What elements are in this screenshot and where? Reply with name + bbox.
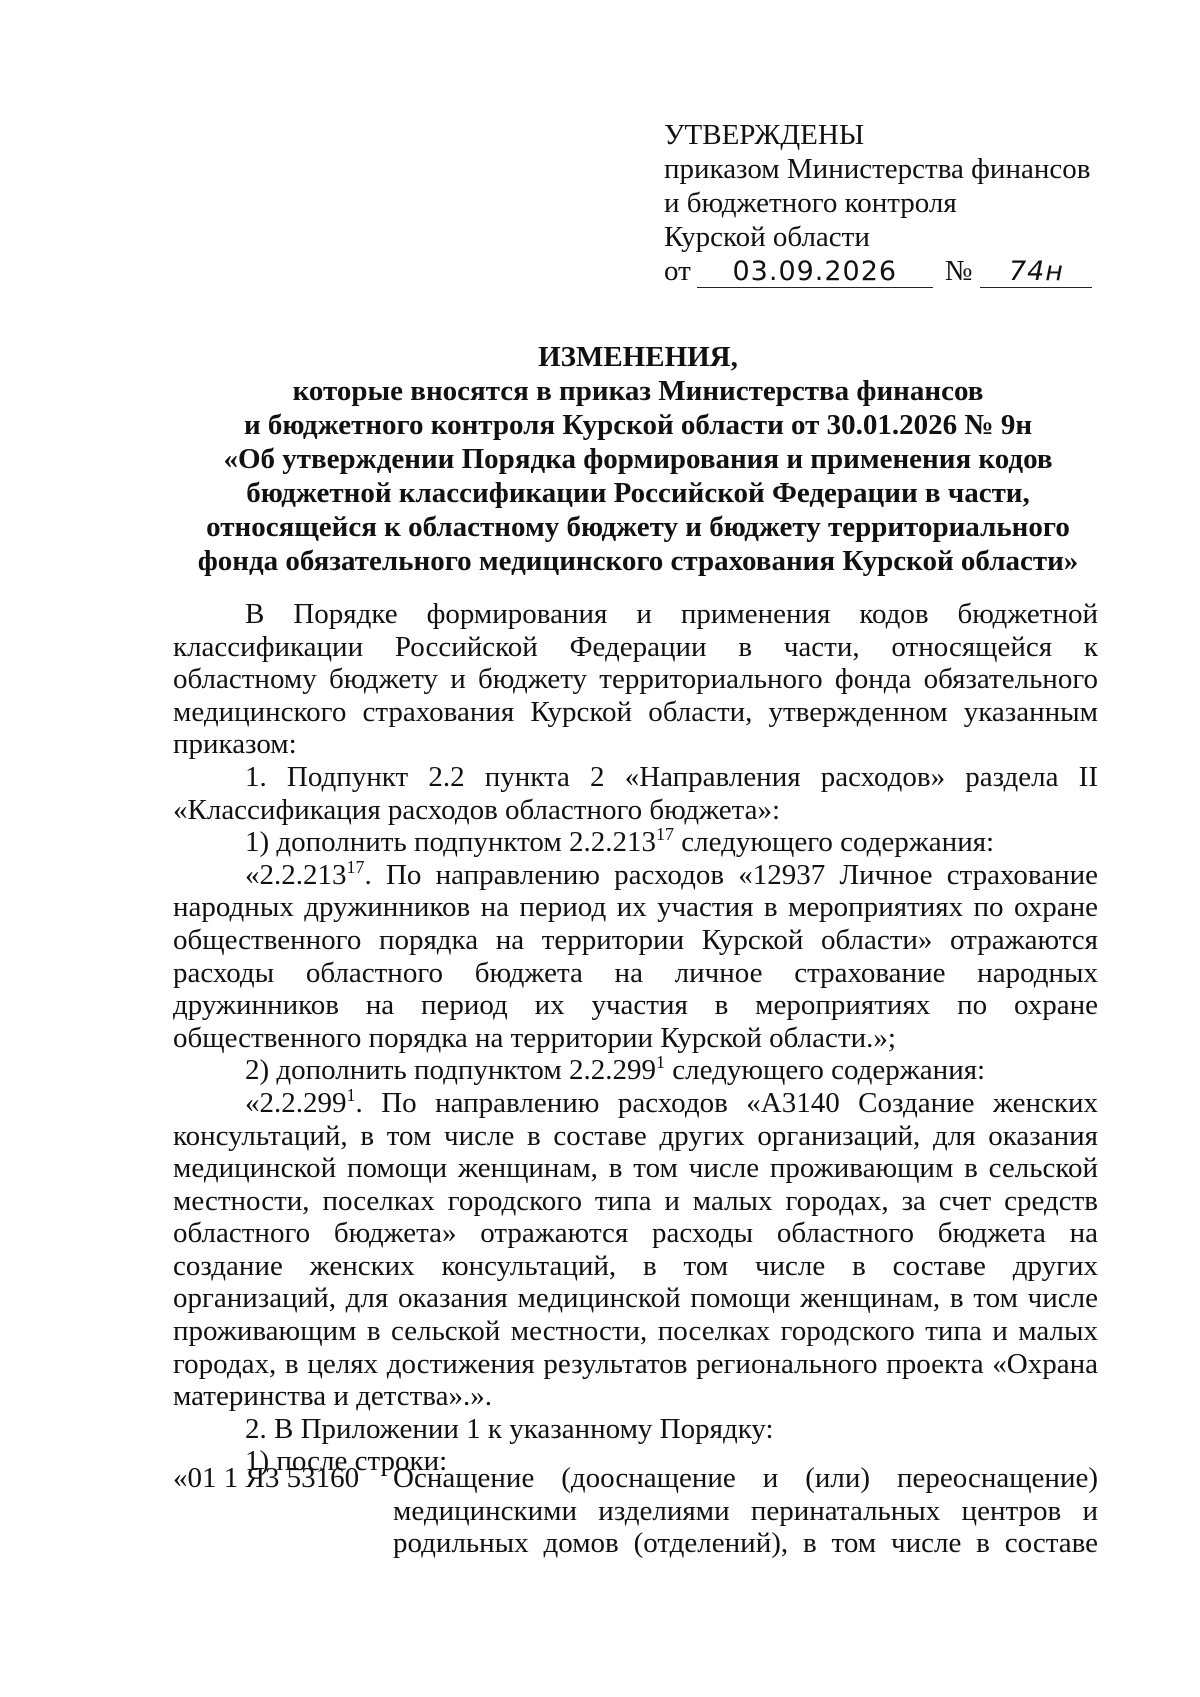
title-line-3: и бюджетного контроля Курской области от 30.01.2026 № 9н [243, 409, 1033, 441]
approval-stamp-block [664, 118, 1104, 288]
quote-1-paragraph: «2.2.213$^{17}$. По направлению расходов «12937 Личное страхование народных дружинников на период их участия в мероприятиях по охране общественного порядка на территории Курской области» отражаются расходы областного бюджета на личное страхование народных дружинников на период их участия в мероприятиях по охране общественного порядка на территории Курской области.»; [173, 856, 1098, 1054]
approval-date-number-line [664, 254, 1104, 288]
budget-code: «01 1 Я3 53160 [173, 1462, 360, 1494]
document-title [176, 340, 1100, 578]
title-line-4: «Об утверждении Порядка формирования и применения кодов [223, 443, 1053, 475]
approval-line-control: и бюджетного контроля [664, 187, 957, 219]
subitem-1-paragraph: 1) дополнить подпунктом 2.2.213$^{17}$ следующего содержания: [245, 824, 995, 859]
title-line-5: бюджетной классификации Российской Федерации в части, [246, 477, 1030, 509]
item-2-subitem-1-paragraph: 1) после строки: [245, 1445, 448, 1478]
item-2-paragraph: 2. В Приложении 1 к указанному Порядку: [245, 1412, 774, 1445]
title-line-7: фонда обязательного медицинского страхования Курской области» [197, 545, 1079, 577]
approval-line-region: Курской области [664, 221, 870, 253]
title-line-2: которые вносятся в приказ Министерства финансов [292, 375, 984, 407]
title-line-6: относящейся к областному бюджету и бюджету территориального [206, 511, 1070, 543]
title-line-1: ИЗМЕНЕНИЯ, [538, 341, 738, 373]
handwritten-date: 03.09.2026 [697, 257, 933, 288]
approval-heading: УТВЕРЖДЕНЫ [664, 119, 865, 151]
number-label: № [944, 255, 973, 287]
intro-paragraph: В Порядке формирования и применения кодов бюджетной классификации Российской Федерации в части, относящейся к областному бюджету и бюджету территориального фонда обязательного медицинского страхования Курской области, утвержденном указанным приказом: [173, 598, 1098, 761]
subitem-2-paragraph: 2) дополнить подпунктом 2.2.299$^1$ следующего содержания: [245, 1052, 986, 1087]
quote-2-paragraph: «2.2.299$^1$. По направлению расходов «А3140 Создание женских консультаций, в том числе в составе других организаций, для оказания медицинской помощи женщинам, в том числе проживающим в сельской местности, поселках городского типа и малых городах, за счет средств областного бюджета» отражаются расходы областного бюджета на создание женских консультаций, в том числе в составе других организаций, для оказания медицинской помощи женщинам, в том числе проживающим в сельской местности, поселках городского типа и малых городах, в целях достижения результатов регионального проекта «Охрана материнства и детства».». [173, 1084, 1098, 1413]
approval-line-order: приказом Министерства финансов [664, 153, 1091, 185]
table-row [173, 1462, 1098, 1560]
budget-code-description: Оснащение (дооснащение и (или) переоснащение) медицинскими изделиями перинатальных центров и родильных домов (отделений), в том числе в составе [393, 1462, 1098, 1560]
from-label: от [664, 255, 691, 287]
handwritten-number: 74н [980, 257, 1092, 288]
document-body [173, 598, 1098, 1478]
item-1-paragraph: 1. Подпункт 2.2 пункта 2 «Направления расходов» раздела II «Классификация расходов областного бюджета»: [173, 760, 1098, 826]
